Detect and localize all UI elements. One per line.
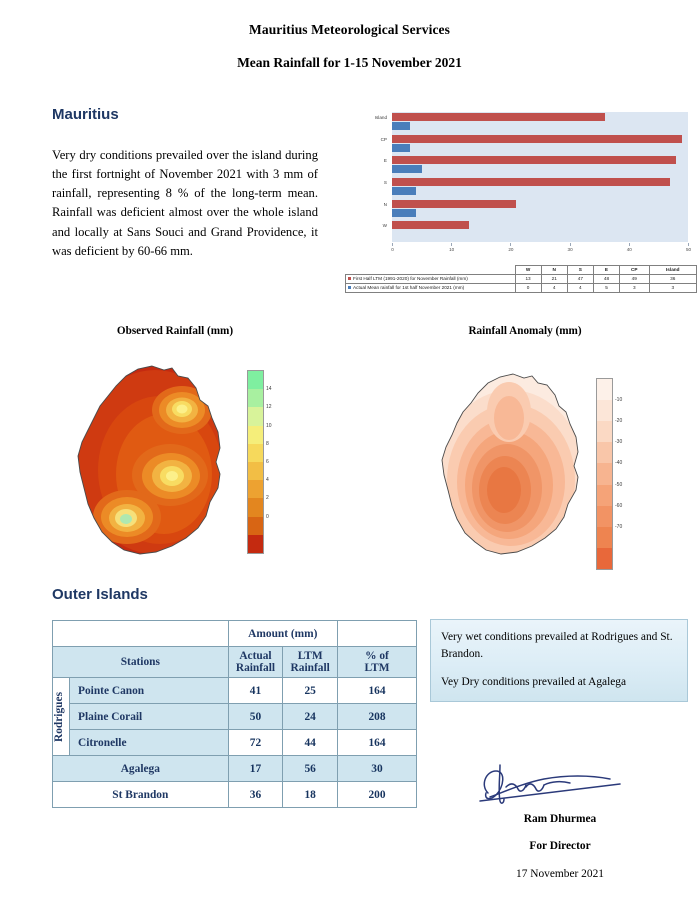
anomaly-colorbar-segment xyxy=(597,548,612,569)
group-label-rodrigues xyxy=(53,678,70,756)
observed-colorbar-tick-label: 14 xyxy=(266,386,272,393)
chart-x-tick xyxy=(567,243,573,252)
observed-rainfall-map xyxy=(60,362,240,567)
legend-series-label: First Half LTM (1991-2020) for November Rainfall (mm) xyxy=(346,274,516,283)
chart-x-tick-label: 0 xyxy=(391,247,394,252)
report-page xyxy=(0,22,699,909)
station-actual: 17 xyxy=(228,756,283,782)
observed-colorbar-segment xyxy=(248,535,263,553)
observed-colorbar-tick-label: 8 xyxy=(266,440,269,447)
ltm-rainfall-header-line1: LTM xyxy=(297,650,323,662)
anomaly-colorbar-segment xyxy=(597,379,612,400)
station-ltm: 24 xyxy=(283,704,338,730)
signature-block xyxy=(440,757,680,880)
legend-column-header: N xyxy=(541,266,567,275)
note-line-1: Very wet conditions prevailed at Rodrigues and St. Brandon. xyxy=(441,631,673,661)
station-ltm: 18 xyxy=(283,782,338,808)
legend-value-cell: 49 xyxy=(620,274,649,283)
station-actual: 72 xyxy=(228,730,283,756)
blank-cell xyxy=(338,621,417,647)
anomaly-colorbar-segment xyxy=(597,400,612,421)
legend-value-cell: 3 xyxy=(620,283,649,292)
observed-colorbar-segment xyxy=(248,498,263,516)
legend-value-cell: 48 xyxy=(593,274,619,283)
table-row-header-columns xyxy=(53,647,417,678)
chart-x-tick-label: 30 xyxy=(567,247,573,252)
table-row xyxy=(53,782,417,808)
chart-y-tick-label: W xyxy=(382,223,387,229)
actual-rainfall-header-line2: Rainfall xyxy=(235,662,276,674)
outer-islands-note-box xyxy=(430,619,688,702)
anomaly-colorbar xyxy=(596,378,623,570)
observed-colorbar-segment xyxy=(248,426,263,444)
anomaly-colorbar-segment xyxy=(597,527,612,548)
document-title: Mean Rainfall for 1-15 November 2021 xyxy=(237,55,462,70)
chart-bar-group xyxy=(383,199,688,221)
anomaly-colorbar-segment xyxy=(597,442,612,463)
observed-colorbar-segment xyxy=(248,371,263,389)
anomaly-colorbar-tick-label: -10 xyxy=(615,397,623,404)
chart-x-tick xyxy=(626,243,632,252)
chart-bar-ltm xyxy=(392,178,670,186)
chart-x-tick-label: 40 xyxy=(626,247,632,252)
chart-y-tick-label: E xyxy=(383,158,387,164)
anomaly-colorbar-tick-label: -30 xyxy=(615,439,623,446)
station-pct: 208 xyxy=(338,704,417,730)
signature-icon xyxy=(470,757,650,809)
chart-bar-actual xyxy=(392,165,422,173)
legend-value-cell: 4 xyxy=(567,283,593,292)
anomaly-map-svg xyxy=(425,370,597,568)
chart-bar-ltm xyxy=(392,156,676,164)
actual-rainfall-header xyxy=(228,647,283,678)
observed-colorbar-segment xyxy=(248,444,263,462)
chart-bar-ltm xyxy=(392,113,605,121)
observed-colorbar-segment xyxy=(248,517,263,535)
group-label-text: Rodrigues xyxy=(53,691,65,742)
stations-header: Stations xyxy=(53,647,229,678)
note-line-2: Vey Dry conditions prevailed at Agalega xyxy=(441,676,627,689)
anomaly-colorbar-segment xyxy=(597,485,612,506)
legend-column-header: E xyxy=(593,266,619,275)
chart-x-tick-label: 20 xyxy=(508,247,514,252)
legend-series-row xyxy=(346,274,697,283)
corner-cell xyxy=(53,621,229,647)
station-name: St Brandon xyxy=(53,782,229,808)
table-row xyxy=(53,678,417,704)
station-actual: 50 xyxy=(228,704,283,730)
legend-column-header: S xyxy=(567,266,593,275)
legend-color-swatch-icon xyxy=(348,277,351,280)
outer-islands-table xyxy=(52,620,417,808)
ltm-rainfall-header-line2: Rainfall xyxy=(290,662,330,674)
anomaly-colorbar-tick-label: -60 xyxy=(615,502,623,509)
chart-bar-actual xyxy=(392,209,416,217)
actual-rainfall-header-line1: Actual xyxy=(239,650,272,662)
observed-colorbar-tick-label: 6 xyxy=(266,459,269,465)
legend-value-cell: 21 xyxy=(541,274,567,283)
observed-colorbar-tick-label: 4 xyxy=(266,477,269,484)
chart-bar-actual xyxy=(392,122,410,130)
station-pct: 164 xyxy=(338,730,417,756)
legend-value-cell: 13 xyxy=(515,274,541,283)
station-actual: 36 xyxy=(228,782,283,808)
anomaly-colorbar-segment xyxy=(597,506,612,527)
station-name: Agalega xyxy=(53,756,229,782)
section-heading-outer-islands: Outer Islands xyxy=(52,586,148,603)
table-row xyxy=(53,756,417,782)
observed-map-svg xyxy=(60,362,240,567)
amount-header: Amount (mm) xyxy=(228,621,337,647)
anomaly-colorbar-segment xyxy=(597,463,612,484)
section-heading-mauritius: Mauritius xyxy=(52,106,119,123)
observed-colorbar xyxy=(247,370,272,554)
observed-colorbar-tick-label: 12 xyxy=(266,404,272,411)
legend-corner-cell xyxy=(346,266,516,275)
station-ltm: 25 xyxy=(283,678,338,704)
station-actual: 41 xyxy=(228,678,283,704)
station-pct: 200 xyxy=(338,782,417,808)
chart-bar-ltm xyxy=(392,200,516,208)
chart-x-tick-label: 10 xyxy=(449,247,455,252)
anomaly-colorbar-segment xyxy=(597,421,612,442)
signatory-name: Ram Dhurmea xyxy=(523,813,597,825)
legend-column-header: Island xyxy=(649,266,696,275)
rainfall-anomaly-map xyxy=(425,370,597,568)
legend-column-header: CP xyxy=(620,266,649,275)
observed-colorbar-segment xyxy=(248,462,263,480)
chart-x-tick xyxy=(449,243,455,252)
table-row xyxy=(53,730,417,756)
chart-y-tick-label: S xyxy=(383,180,387,185)
pct-ltm-header xyxy=(338,647,417,678)
anomaly-map-caption: Rainfall Anomaly (mm) xyxy=(468,325,582,337)
station-ltm: 56 xyxy=(283,756,338,782)
observed-colorbar-tick-label: 10 xyxy=(266,422,272,429)
station-ltm: 44 xyxy=(283,730,338,756)
legend-value-cell: 3 xyxy=(649,283,696,292)
chart-plot-area xyxy=(374,112,688,242)
chart-x-tick xyxy=(391,243,394,252)
chart-legend-table xyxy=(345,265,697,293)
mauritius-summary-paragraph: Very dry conditions prevailed over the island during the first fortnight of November 2021 with 3 mm of rainfall, representing 8 % of the long-term mean. Rainfall was deficient almost over the whole island and locally at Sans Souci and Grand Providence, it was deficient by 60-66 mm. xyxy=(52,148,318,258)
document-organisation-title: Mauritius Meteorological Services xyxy=(249,22,450,37)
observed-colorbar-segment xyxy=(248,389,263,407)
anomaly-colorbar-tick-label: -20 xyxy=(615,418,623,425)
chart-y-tick-label: Island xyxy=(374,115,387,120)
chart-bar-actual xyxy=(392,187,416,195)
chart-bar-ltm xyxy=(392,135,682,143)
chart-bar-actual xyxy=(392,144,410,152)
anomaly-colorbar-tick-label: -50 xyxy=(615,481,623,488)
chart-bar-ltm xyxy=(392,221,469,229)
chart-x-tick xyxy=(685,243,692,252)
observed-colorbar-tick-label: 0 xyxy=(266,513,269,520)
pct-ltm-header-line1: % of xyxy=(365,650,389,662)
table-row-header-amount xyxy=(53,621,417,647)
legend-column-header: W xyxy=(515,266,541,275)
chart-x-tick xyxy=(508,243,514,252)
observed-colorbar-segment xyxy=(248,480,263,498)
chart-x-tick-label: 50 xyxy=(685,247,692,252)
station-name: Citronelle xyxy=(70,730,229,756)
chart-bar-group xyxy=(380,134,688,156)
legend-value-cell: 5 xyxy=(593,283,619,292)
chart-bar-group xyxy=(383,177,688,199)
legend-value-cell: 36 xyxy=(649,274,696,283)
legend-series-row xyxy=(346,283,697,292)
chart-y-tick-label: N xyxy=(383,201,387,207)
legend-value-cell: 0 xyxy=(515,283,541,292)
station-name: Pointe Canon xyxy=(70,678,229,704)
chart-bar-group xyxy=(383,155,688,177)
legend-series-label: Actual Mean rainfall for 1st half November 2021 (mm) xyxy=(346,283,516,292)
legend-value-cell: 47 xyxy=(567,274,593,283)
legend-value-cell: 4 xyxy=(541,283,567,292)
station-name: Plaine Corail xyxy=(70,704,229,730)
observed-colorbar-segment xyxy=(248,407,263,425)
station-pct: 164 xyxy=(338,678,417,704)
chart-bar-group xyxy=(382,220,688,242)
observed-colorbar-tick-label: 2 xyxy=(266,495,269,502)
ltm-rainfall-header xyxy=(283,647,338,678)
pct-ltm-header-line2: LTM xyxy=(364,662,390,674)
table-row xyxy=(53,704,417,730)
anomaly-colorbar-tick-label: -40 xyxy=(615,460,623,467)
observed-map-caption: Observed Rainfall (mm) xyxy=(116,325,234,337)
anomaly-colorbar-tick-label: -70 xyxy=(615,523,623,530)
chart-x-axis xyxy=(391,243,692,259)
chart-y-tick-label: CP xyxy=(380,136,387,142)
signatory-role: For Director xyxy=(529,840,591,852)
legend-header-row xyxy=(346,266,697,275)
legend-color-swatch-icon xyxy=(348,286,351,289)
station-pct: 30 xyxy=(338,756,417,782)
chart-bar-group xyxy=(374,112,688,134)
signature-date: 17 November 2021 xyxy=(516,868,604,880)
